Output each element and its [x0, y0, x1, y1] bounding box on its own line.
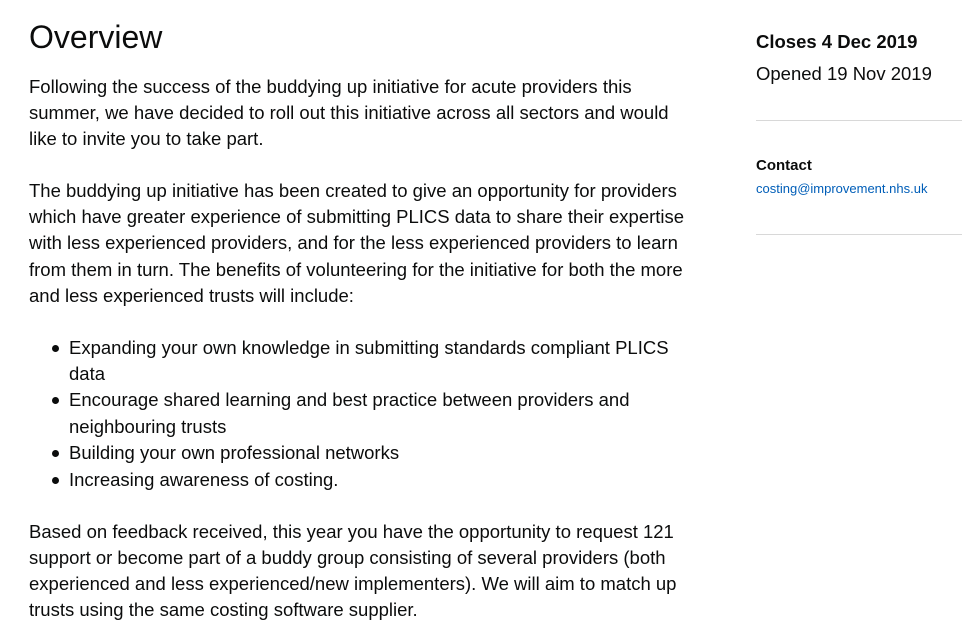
- bullet-icon: [52, 477, 59, 484]
- list-item: [29, 467, 689, 493]
- list-item-text: Building your own professional networks: [69, 442, 400, 464]
- main-content: [29, 17, 689, 636]
- intro-paragraph: Following the success of the buddying up initiative for acute providers this summer, we have decided to roll out this initiative across all sectors and would like to invite you to take part.: [29, 76, 669, 150]
- list-item-text: Expanding your own knowledge in submitting standards compliant PLICS data: [69, 336, 669, 384]
- benefits-list: [29, 335, 689, 493]
- description-paragraph: The buddying up initiative has been created to give an opportunity for providers which have greater experience of submitting PLICS data to share their expertise with less experienced providers, and for the less experienced providers to learn from them in turn. The benefits of volunteering for the initiative for both the more and less experienced trusts will include:: [29, 180, 685, 306]
- list-item-text: Encourage shared learning and best practice between providers and neighbouring trusts: [69, 389, 630, 437]
- contact-email-link[interactable]: costing@improvement.nhs.uk: [756, 181, 928, 196]
- list-item: [29, 440, 689, 466]
- closing-date: Closes 4 Dec 2019: [756, 31, 918, 52]
- opened-date: Opened 19 Nov 2019: [756, 63, 932, 84]
- bullet-icon: [52, 345, 59, 352]
- list-item: [29, 335, 689, 387]
- bullet-icon: [52, 397, 59, 404]
- sidebar: [756, 27, 962, 235]
- contact-heading: Contact: [756, 157, 812, 174]
- list-item-text: Increasing awareness of costing.: [69, 468, 339, 490]
- divider: [756, 234, 962, 235]
- feedback-paragraph: Based on feedback received, this year you have the opportunity to request 121 support or become part of a buddy group consisting of several providers (both experienced and less experienced/new implementers). We will aim to match up trusts using the same costing software supplier.: [29, 520, 677, 621]
- list-item: [29, 387, 689, 439]
- page-title: Overview: [29, 19, 163, 55]
- divider: [756, 120, 962, 121]
- bullet-icon: [52, 450, 59, 457]
